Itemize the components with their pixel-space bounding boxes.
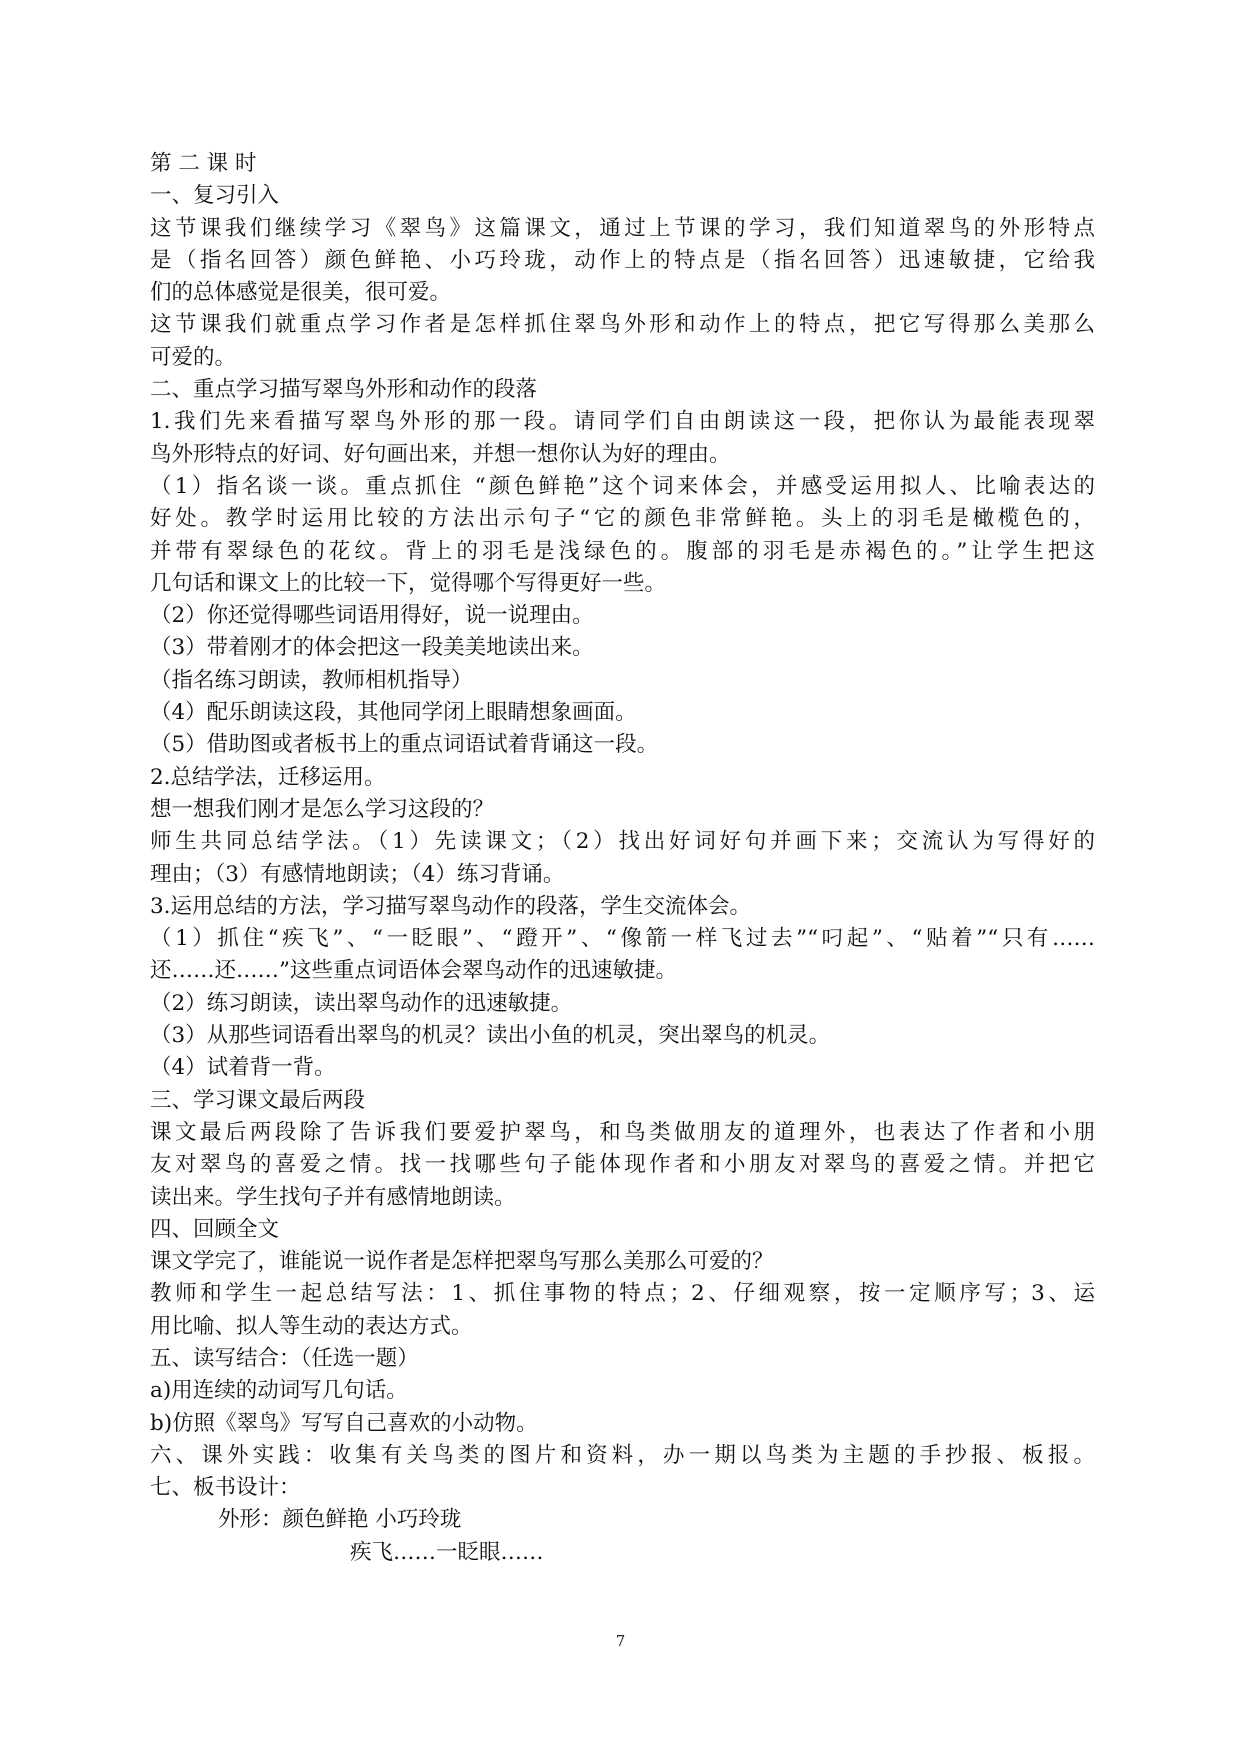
text-line: 可爱的。 xyxy=(150,344,237,370)
text-line: （5）借助图或者板书上的重点词语试着背诵这一段。 xyxy=(150,732,659,758)
text-line: 们的总体感觉是很美，很可爱。 xyxy=(150,280,452,306)
text-line: 七、板书设计： xyxy=(150,1475,301,1501)
text-line: 是（指名回答）颜色鲜艳、小巧玲珑，动作上的特点是（指名回答）迅速敏捷，它给我 xyxy=(150,247,1095,273)
text-line: （指名练习朗读，教师相机指导） xyxy=(150,667,473,693)
text-line: 四、回顾全文 xyxy=(150,1216,280,1242)
text-line: 教师和学生一起总结写法：1、抓住事物的特点；2、仔细观察，按一定顺序写；3、运 xyxy=(150,1281,1095,1307)
text-line: 并带有翠绿色的花纹。背上的羽毛是浅绿色的。腹部的羽毛是赤褐色的。”让学生把这 xyxy=(150,538,1095,564)
text-line: a)用连续的动词写几句话。 xyxy=(150,1378,408,1404)
text-line: 3.运用总结的方法，学习描写翠鸟动作的段落，学生交流体会。 xyxy=(150,893,752,919)
text-line: 这节课我们继续学习《翠鸟》这篇课文，通过上节课的学习，我们知道翠鸟的外形特点 xyxy=(150,215,1095,241)
text-line: 一、复习引入 xyxy=(150,183,280,209)
text-line: b)仿照《翠鸟》写写自己喜欢的小动物。 xyxy=(150,1410,538,1436)
text-line: 鸟外形特点的好词、好句画出来，并想一想你认为好的理由。 xyxy=(150,441,731,467)
text-line: 课文学完了，谁能说一说作者是怎样把翠鸟写那么美那么可爱的？ xyxy=(150,1249,774,1275)
text-line: 2.总结学法，迁移运用。 xyxy=(150,764,386,790)
text-line: （3）带着刚才的体会把这一段美美地读出来。 xyxy=(150,635,594,661)
text-line: 1.我们先来看描写翠鸟外形的那一段。请同学们自由朗读这一段，把你认为最能表现翠 xyxy=(150,409,1095,435)
text-line: （2）你还觉得哪些词语用得好，说一说理由。 xyxy=(150,603,594,629)
text-line: 这节课我们就重点学习作者是怎样抓住翠鸟外形和动作上的特点，把它写得那么美那么 xyxy=(150,312,1095,338)
text-line: 师生共同总结学法。（1）先读课文；（2）找出好词好句并画下来；交流认为写得好的 xyxy=(150,829,1095,855)
text-line: 课文最后两段除了告诉我们要爱护翠鸟，和鸟类做朋友的道理外，也表达了作者和小朋 xyxy=(150,1119,1095,1145)
text-line: 想一想我们刚才是怎么学习这段的？ xyxy=(150,796,495,822)
text-line: 第 二 课 时 xyxy=(150,151,257,176)
text-line: 五、读写结合：（任选一题） xyxy=(150,1345,419,1371)
page-number: 7 xyxy=(615,1632,626,1650)
document-body xyxy=(150,148,1095,1569)
text-line: 二、重点学习描写翠鸟外形和动作的段落 xyxy=(150,377,538,403)
text-line: （1）指名谈一谈。重点抓住 “颜色鲜艳”这个词来体会，并感受运用拟人、比喻表达的 xyxy=(150,473,1095,499)
board-design-line: 疾飞……一眨眼…… xyxy=(350,1539,544,1565)
text-line: 理由；（3）有感情地朗读；（4）练习背诵。 xyxy=(150,861,565,887)
text-line: 好处。教学时运用比较的方法出示句子“它的颜色非常鲜艳。头上的羽毛是橄榄色的， xyxy=(150,506,1095,532)
text-line: 三、学习课文最后两段 xyxy=(150,1087,366,1113)
text-line: 六、课外实践：收集有关鸟类的图片和资料，办一期以鸟类为主题的手抄报、板报。 xyxy=(150,1442,1095,1468)
text-line: （2）练习朗读，读出翠鸟动作的迅速敏捷。 xyxy=(150,990,573,1016)
text-line: （4）配乐朗读这段，其他同学闭上眼睛想象画面。 xyxy=(150,700,637,726)
text-line: （3）从那些词语看出翠鸟的机灵？读出小鱼的机灵，突出翠鸟的机灵。 xyxy=(150,1023,831,1049)
text-line: 还……还……”这些重点词语体会翠鸟动作的迅速敏捷。 xyxy=(150,958,677,984)
text-line: 几句话和课文上的比较一下，觉得哪个写得更好一些。 xyxy=(150,570,667,596)
board-design-line: 外形：颜色鲜艳 小巧玲珑 xyxy=(218,1507,462,1533)
text-line: （1）抓住“疾飞”、“一眨眼”、“蹬开”、“像箭一样飞过去”“叼起”、“贴着”“只有…… xyxy=(150,926,1095,952)
text-line: （4）试着背一背。 xyxy=(150,1055,336,1081)
text-line: 友对翠鸟的喜爱之情。找一找哪些句子能体现作者和小朋友对翠鸟的喜爱之情。并把它 xyxy=(150,1152,1095,1178)
text-line: 用比喻、拟人等生动的表达方式。 xyxy=(150,1313,473,1339)
text-line: 读出来。学生找句子并有感情地朗读。 xyxy=(150,1184,516,1210)
